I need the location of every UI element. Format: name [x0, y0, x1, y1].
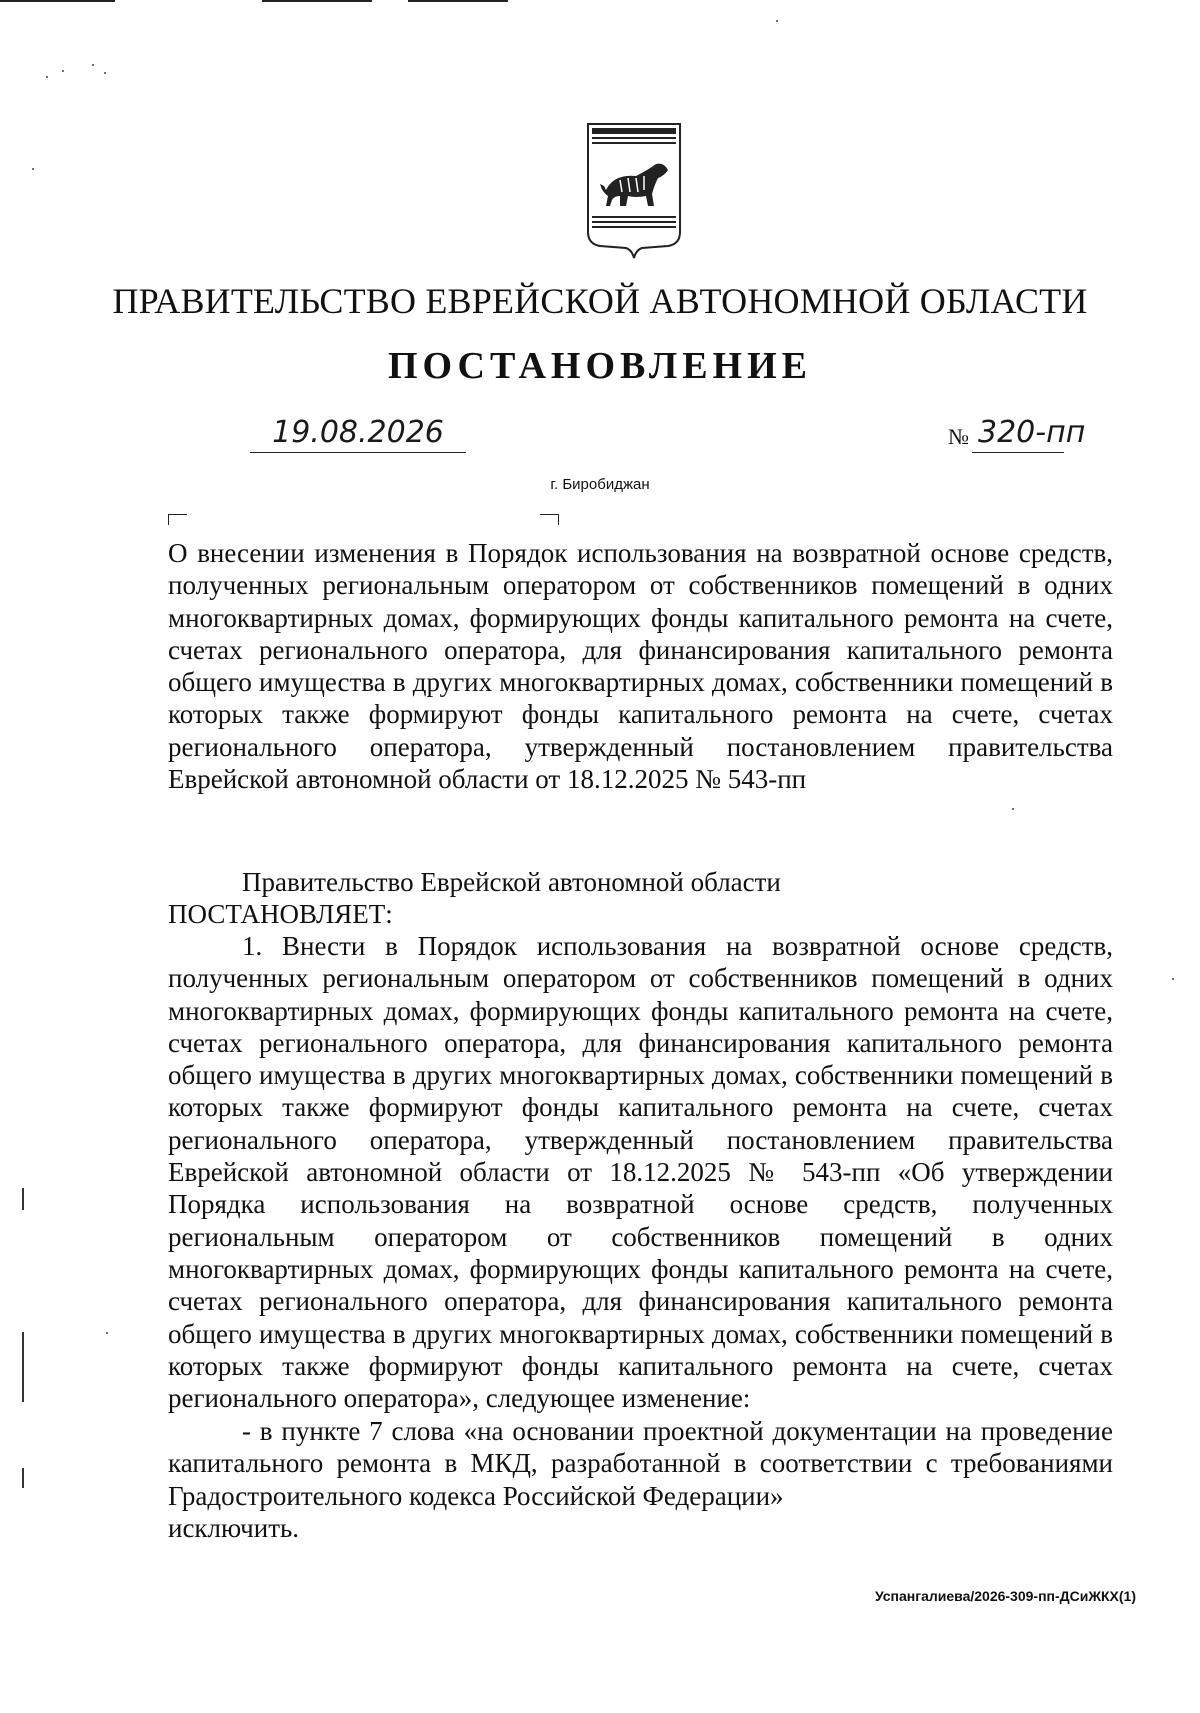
document-reference: Успангалиева/2026-309-пп-ДСиЖКХ(1)	[874, 1588, 1136, 1604]
subject-corner-right	[540, 514, 559, 525]
scan-speck	[1012, 808, 1014, 810]
document-subject: О внесении изменения в Порядок использования на возвратной основе средств, полученных региональным оператором от собственников помещений в одних многоквартирных домах, формирующих фонды капитального ремонта на счете, счетах регионального оператора, для финансирования капитального ремонта общего имущества в других многоквартирных домах, собственники помещений в которых также формируют фонды капитального ремонта на счете, счетах регионального оператора, утвержденный постановлением правительства Еврейской автономной области от 18.12.2025 № 543-пп	[168, 538, 1113, 795]
scan-margin-mark	[22, 1188, 24, 1210]
scan-speck	[1172, 978, 1174, 980]
government-line: Правительство Еврейской автономной области	[242, 867, 781, 897]
scan-margin-mark	[22, 1332, 24, 1402]
number-field	[972, 415, 1086, 453]
scan-artifact	[408, 0, 508, 2]
scan-speck	[32, 168, 34, 170]
item-1-end-text: исключить.	[168, 1513, 300, 1543]
item-1-dash-text: - в пункте 7 слова «на основании проектной документации на проведение капитального ремонта в МКД, разработанной в соответствии с требованиями Градостроительного кодекса Российской Федерации»	[168, 1416, 1113, 1511]
item-1-text: 1. Внести в Порядок использования на возвратной основе средств, полученных региональным оператором от собственников помещений в одних многоквартирных домах, формирующих фонды капитального ремонта на счете, счетах регионального оператора, для финансирования капитального ремонта общего имущества в других многоквартирных домах, собственники помещений в которых также формируют фонды капитального ремонта на счете, счетах регионального оператора, утвержденный постановлением правительства Еврейской автономной области от 18.12.2025 № 543-пп «Об утверждении Порядка использования на возвратной основе средств, полученных региональным оператором от собственников помещений в одних многоквартирных домах, формирующих фонды капитального ремонта на счете, счетах регионального оператора, для финансирования капитального ремонта общего имущества в других многоквартирных домах, собственники помещений в которых также формируют фонды капитального ремонта на счете, счетах регионального оператора», следующее изменение:	[168, 931, 1113, 1414]
scan-speck	[776, 20, 778, 22]
coat-of-arms-icon	[584, 120, 684, 260]
number-sign: №	[948, 424, 969, 449]
date-field	[250, 415, 466, 453]
scan-speck	[104, 72, 106, 74]
date-handwritten: 19.08.2026	[272, 415, 444, 450]
number-handwritten: 320-пп	[978, 415, 1086, 450]
decrees-label: ПОСТАНОВЛЯЕТ:	[168, 899, 393, 929]
government-title: ПРАВИТЕЛЬСТВО ЕВРЕЙСКОЙ АВТОНОМНОЙ ОБЛАСТИ	[112, 281, 1088, 321]
scan-speck	[62, 70, 64, 72]
scan-artifact	[0, 0, 115, 2]
city-label: г. Биробиджан	[550, 476, 650, 493]
scan-artifact	[262, 0, 372, 2]
document-type-title: ПОСТАНОВЛЕНИЕ	[387, 345, 813, 387]
scan-speck	[92, 64, 94, 66]
scan-speck	[106, 1332, 108, 1334]
subject-corner-left	[168, 514, 187, 525]
scan-margin-mark	[22, 1468, 24, 1488]
scan-speck	[46, 76, 48, 78]
